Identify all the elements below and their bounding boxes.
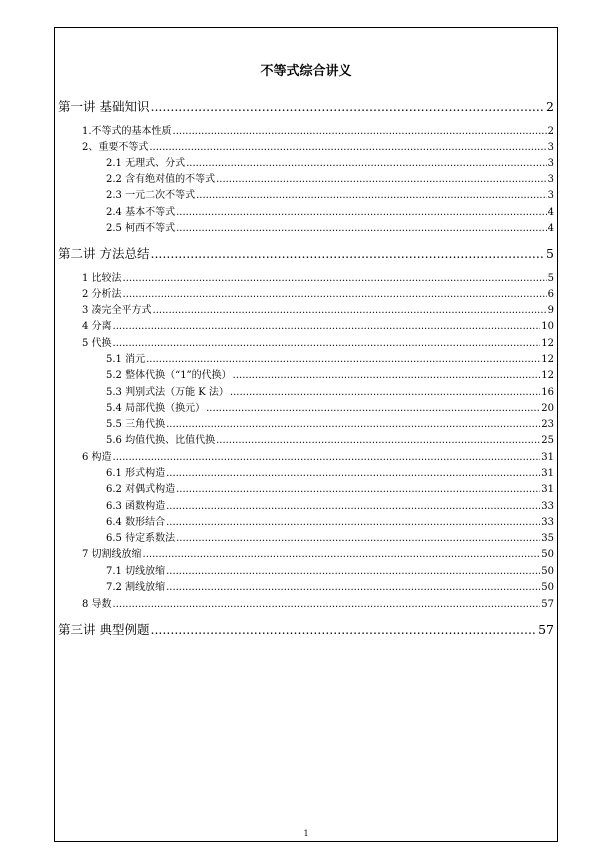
toc-leader-dots	[166, 516, 540, 529]
toc-entry[interactable]	[82, 125, 554, 138]
page-number: 1	[303, 829, 309, 838]
toc-label: 5.1 消元	[106, 354, 146, 365]
toc-page: 9	[547, 305, 554, 316]
toc-entry-lecture-1[interactable]	[58, 99, 554, 115]
toc-page: 10	[541, 321, 554, 332]
toc-label: 第三讲 典型例题	[58, 622, 150, 637]
toc-label: 2.1 无理式、分式	[106, 158, 186, 169]
toc-leader-dots	[166, 500, 540, 513]
toc-leader-dots	[176, 532, 540, 545]
toc-leader-dots	[149, 141, 546, 154]
toc-label: 5 代换	[82, 338, 112, 349]
toc-label: 3 凑完全平方式	[82, 305, 152, 316]
toc-page: 31	[541, 484, 554, 495]
toc-label: 1 比较法	[82, 273, 122, 284]
toc-page: 5	[546, 246, 554, 261]
toc-page: 12	[541, 370, 554, 381]
toc-page: 4	[547, 223, 554, 234]
toc-label: 第二讲 方法总结	[58, 246, 150, 261]
toc-entry[interactable]	[106, 402, 554, 415]
toc-leader-dots	[123, 272, 547, 285]
toc-label: 5.3 判别式法（万能 K 法）	[106, 387, 229, 398]
toc-entry-lecture-2[interactable]	[58, 246, 554, 262]
toc-entry[interactable]	[106, 565, 554, 578]
toc-entry[interactable]	[82, 548, 554, 561]
toc-leader-dots	[230, 386, 540, 399]
toc-leader-dots	[166, 467, 540, 480]
toc-leader-dots	[166, 565, 540, 578]
toc-page: 57	[538, 622, 554, 637]
toc-page: 50	[541, 582, 554, 593]
toc-page: 57	[541, 599, 554, 610]
toc-page: 2	[547, 126, 554, 137]
toc-leader-dots	[150, 622, 537, 638]
toc-entry[interactable]	[106, 386, 554, 399]
toc-page: 50	[541, 549, 554, 560]
toc-leader-dots	[216, 173, 547, 186]
toc-leader-dots	[143, 548, 541, 561]
toc-leader-dots	[153, 304, 547, 317]
toc-leader-dots	[113, 320, 541, 333]
toc-leader-dots	[176, 222, 547, 235]
toc-entry[interactable]	[106, 173, 554, 186]
toc-entry[interactable]	[82, 304, 554, 317]
toc-leader-dots	[216, 434, 540, 447]
toc-entry-lecture-3[interactable]	[58, 622, 554, 638]
toc-page: 20	[541, 403, 554, 414]
toc-entry[interactable]	[106, 189, 554, 202]
toc-page: 12	[541, 354, 554, 365]
toc-leader-dots	[233, 369, 541, 382]
toc-page: 16	[541, 387, 554, 398]
toc-entry[interactable]	[106, 369, 554, 382]
toc-entry[interactable]	[106, 353, 554, 366]
toc-page: 2	[546, 99, 554, 114]
toc-label: 6.1 形式构造	[106, 468, 166, 479]
toc-entry[interactable]	[82, 320, 554, 333]
toc-entry[interactable]	[82, 598, 554, 611]
toc-label: 5.6 均值代换、比值代换	[106, 435, 216, 446]
toc-leader-dots	[176, 483, 540, 496]
toc-leader-dots	[123, 288, 547, 301]
toc-label: 5.5 三角代换	[106, 419, 166, 430]
toc-entry[interactable]	[106, 483, 554, 496]
toc-leader-dots	[206, 402, 540, 415]
toc-label: 5.2 整体代换（“1”的代换）	[106, 370, 232, 381]
toc-entry[interactable]	[82, 337, 554, 350]
toc-leader-dots	[150, 246, 545, 262]
toc-entry[interactable]	[82, 288, 554, 301]
toc-leader-dots	[150, 99, 545, 115]
toc-page: 31	[541, 468, 554, 479]
toc-leader-dots	[113, 451, 541, 464]
toc-entry[interactable]	[82, 141, 554, 154]
toc-page: 12	[541, 338, 554, 349]
toc-page: 50	[541, 566, 554, 577]
toc-label: 2.3 一元二次不等式	[106, 190, 196, 201]
toc-label: 6 构造	[82, 452, 112, 463]
toc-entry[interactable]	[106, 222, 554, 235]
toc-label: 6.3 函数构造	[106, 501, 166, 512]
toc-page: 3	[547, 174, 554, 185]
toc-leader-dots	[113, 337, 541, 350]
toc-entry[interactable]	[106, 516, 554, 529]
toc-label: 2.4 基本不等式	[106, 207, 176, 218]
toc-page: 33	[541, 501, 554, 512]
toc-page: 31	[541, 452, 554, 463]
toc-entry[interactable]	[106, 467, 554, 480]
toc-label: 2.5 柯西不等式	[106, 223, 176, 234]
toc-entry[interactable]	[82, 272, 554, 285]
toc-entry[interactable]	[106, 434, 554, 447]
toc-leader-dots	[113, 598, 541, 611]
toc-label: 7 切割线放缩	[82, 549, 142, 560]
toc-label: 4 分离	[82, 321, 112, 332]
toc-label: 2、重要不等式	[82, 142, 149, 153]
toc-entry[interactable]	[106, 500, 554, 513]
toc-entry[interactable]	[106, 418, 554, 431]
toc-leader-dots	[146, 353, 540, 366]
toc-leader-dots	[196, 189, 547, 202]
toc-entry[interactable]	[106, 581, 554, 594]
toc-page: 6	[547, 289, 554, 300]
toc-page: 3	[547, 158, 554, 169]
toc-entry[interactable]	[82, 451, 554, 464]
toc-label: 2 分析法	[82, 289, 122, 300]
toc-entry[interactable]	[106, 532, 554, 545]
toc-leader-dots	[166, 581, 540, 594]
toc-page: 35	[541, 533, 554, 544]
toc-label: 7.2 割线放缩	[106, 582, 166, 593]
toc-label: 1.不等式的基本性质	[82, 126, 172, 137]
toc-label: 6.4 数形结合	[106, 517, 166, 528]
toc-leader-dots	[176, 206, 547, 219]
toc-label: 7.1 切线放缩	[106, 566, 166, 577]
toc-page: 4	[547, 207, 554, 218]
toc-label: 6.5 待定系数法	[106, 533, 176, 544]
toc-page: 23	[541, 419, 554, 430]
toc-label: 2.2 含有绝对值的不等式	[106, 174, 216, 185]
toc-label: 第一讲 基础知识	[58, 99, 150, 114]
toc-label: 6.2 对偶式构造	[106, 484, 176, 495]
toc-leader-dots	[186, 157, 547, 170]
toc-label: 5.4 局部代换（换元）	[106, 403, 206, 414]
toc-leader-dots	[166, 418, 540, 431]
document-title: 不等式综合讲义	[260, 64, 352, 79]
toc-entry[interactable]	[106, 157, 554, 170]
toc-page: 3	[547, 142, 554, 153]
toc-page: 5	[547, 273, 554, 284]
toc-leader-dots	[173, 125, 547, 138]
toc-page: 3	[547, 190, 554, 201]
toc-page: 33	[541, 517, 554, 528]
toc-page: 25	[541, 435, 554, 446]
toc-entry[interactable]	[106, 206, 554, 219]
toc-label: 8 导数	[82, 599, 112, 610]
